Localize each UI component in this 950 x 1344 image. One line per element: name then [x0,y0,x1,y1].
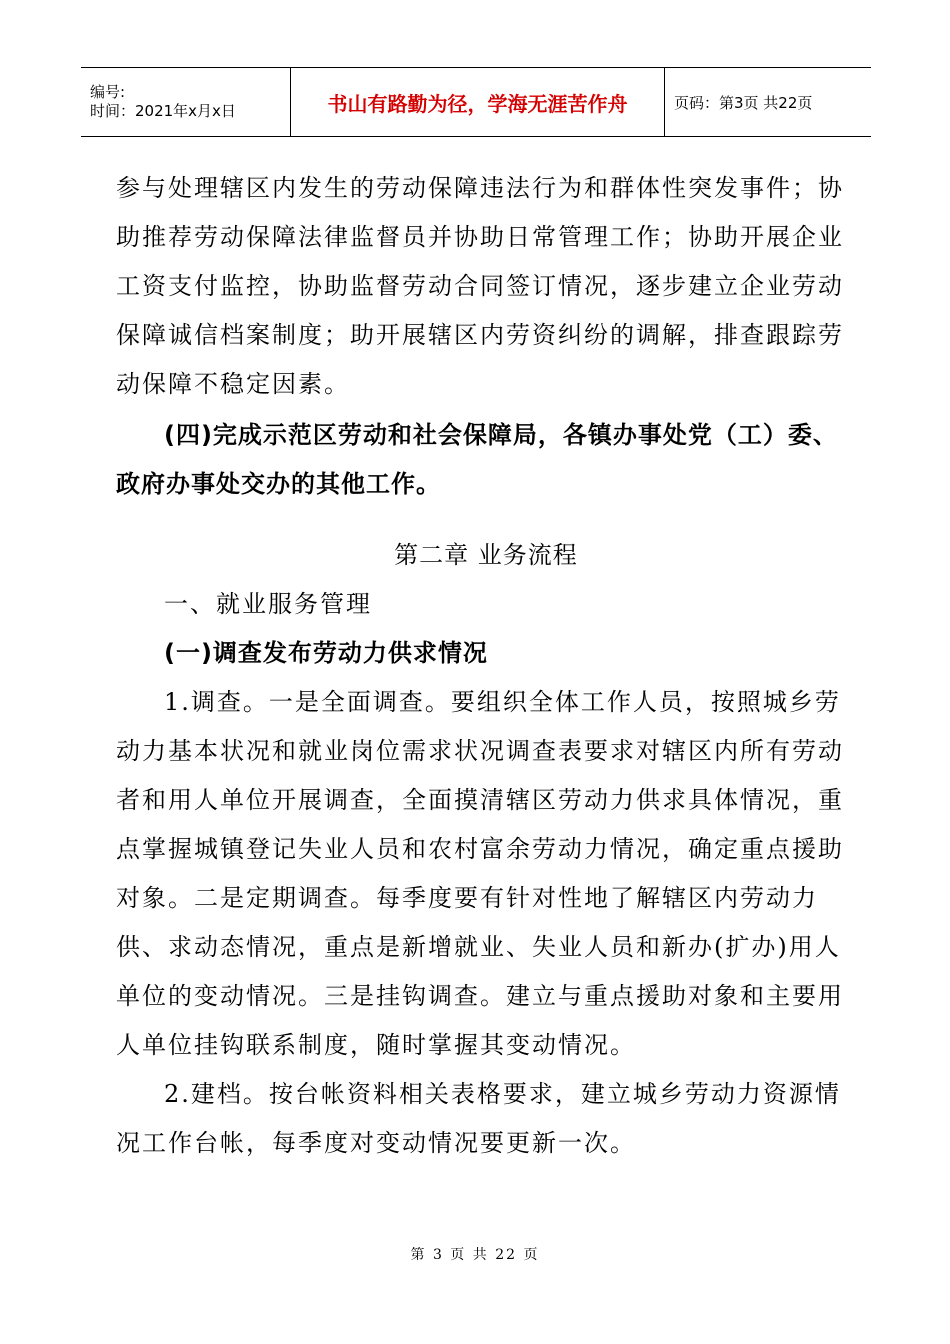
paragraph: 2.建档。按台帐资料相关表格要求，建立城乡劳动力资源情况工作台帐，每季度对变动情况要更新一次。 [116,1080,841,1157]
subsection-heading: (一)调查发布劳动力供求情况 [164,639,488,667]
paragraph: 1.调查。一是全面调查。要组织全体工作人员，按照城乡劳动力基本状况和就业岗位需求状况调查表要求对辖区内所有劳动者和用人单位开展调查，全面摸清辖区劳动力供求具体情况，重点掌握城镇登记失业人员和农村富余劳动力情况，确定重点援助对象。二是定期调查。每季度要有针对性地了解辖区内劳动力供、求动态情况，重点是新增就业、失业人员和新办(扩办)用人单位的变动情况。三是挂钩调查。建立与重点援助对象和主要用人单位挂钩联系制度，随时掌握其变动情况。 [116,688,844,1059]
header-page-info: 页码：第3页 共22页 [674,93,813,112]
paragraph-bold: (四)完成示范区劳动和社会保障局，各镇办事处党（工）委、政府办事处交办的其他工作。 [116,421,838,498]
page-footer: 第 3 页 共 22 页 [410,1247,540,1263]
chapter-title: 第二章 业务流程 [394,541,578,569]
paragraph: 参与处理辖区内发生的劳动保障违法行为和群体性突发事件；协助推荐劳动保障法律监督员并协助日常管理工作；协助开展企业工资支付监控，协助监督劳动合同签订情况，逐步建立企业劳动保障诚信档案制度；助开展辖区内劳资纠纷的调解，排查跟踪劳动保障不稳定因素。 [116,174,844,398]
page-header [81,67,871,137]
document-body [116,164,856,1168]
header-motto: 书山有路勤为径，学海无涯苦作舟 [291,68,665,137]
header-meta [81,68,291,137]
date-label: 时间：2021年x月x日 [90,102,236,120]
serial-label: 编号: [90,83,126,101]
section-heading: 一、就业服务管理 [164,590,372,618]
